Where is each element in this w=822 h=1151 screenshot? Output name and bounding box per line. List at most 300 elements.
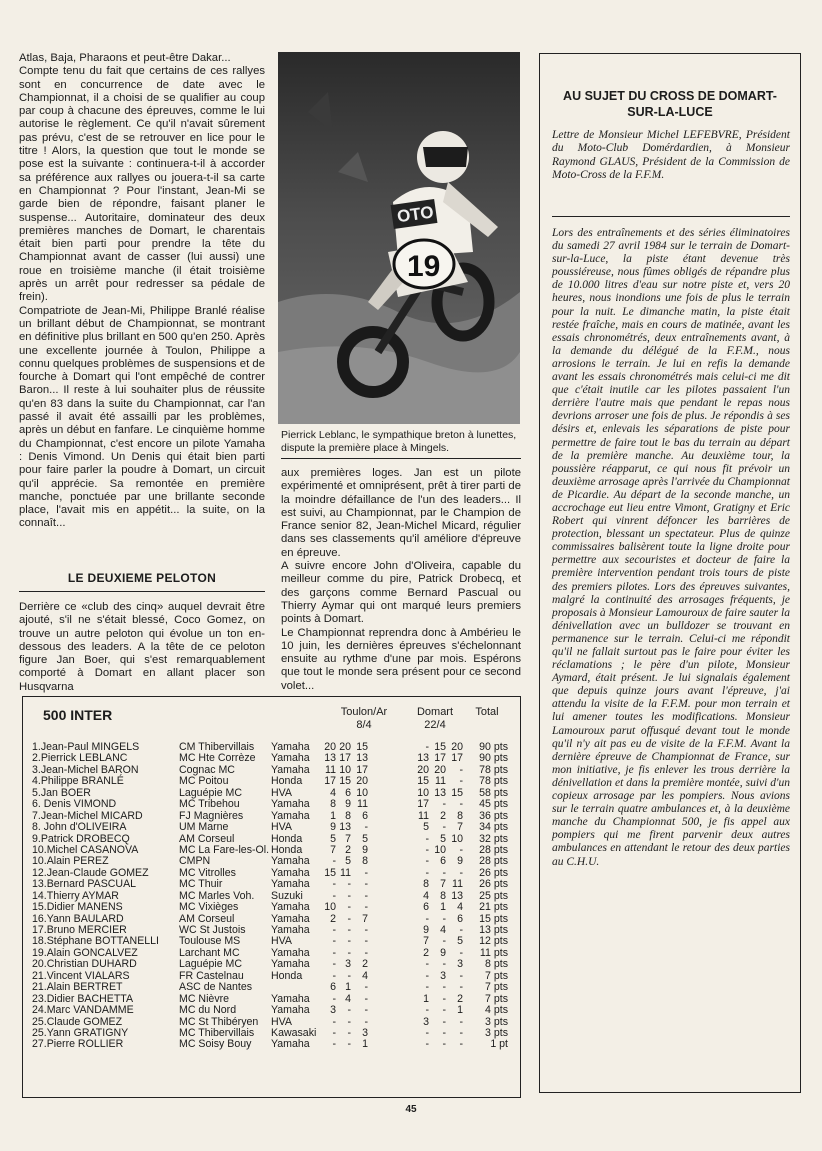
race-result: -	[442, 1004, 446, 1017]
domart-date: 22/4	[424, 719, 446, 731]
rider-club: MC Thibervillais	[179, 1026, 255, 1039]
middle-paragraph: A suivre encore John d'Oliveira, capable du meilleur comme du pire, Patrick Drobecq, et des garçons comme Bernard Pascual ou Thierry Aymar qui ont marqué leurs premiers points à Domart.	[281, 560, 521, 626]
rider-name: 16.Yann BAULARD	[32, 912, 124, 925]
rider-club: WC St Justois	[179, 924, 246, 936]
race-result: -	[347, 878, 351, 891]
race-result: 1	[345, 981, 351, 994]
rider-club: MC Tribehou	[179, 798, 240, 811]
race-result: -	[347, 924, 351, 936]
race-result: 9	[330, 821, 336, 834]
motocross-photo-illustration	[278, 52, 520, 424]
sidebar-title: AU SUJET DU CROSS DE DOMART-SUR-LA-LUCE	[563, 89, 777, 119]
rider-club: AM Corseul	[179, 832, 235, 845]
race-result: -	[459, 924, 463, 936]
race-result: 15	[339, 775, 351, 788]
race-result: 5	[457, 935, 463, 948]
race-result: 5	[345, 855, 351, 868]
race-result: 9	[423, 924, 429, 936]
rider-name: 9.Patrick DROBECQ	[32, 832, 130, 845]
total-points: 78 pts	[479, 763, 508, 776]
rider-bike: Yamaha	[271, 763, 310, 776]
rider-bike: Honda	[271, 843, 303, 856]
rider-name: 6. Denis VIMOND	[32, 798, 117, 811]
total-points: 13 pts	[479, 924, 508, 936]
photo-caption: Pierrick Leblanc, le sympathique breton à lunettes, dispute la première place à Mingels.	[281, 429, 517, 454]
race-result: -	[364, 1015, 368, 1028]
race-result: -	[459, 1026, 463, 1039]
race-result: 1	[423, 992, 429, 1005]
race-result: 9	[345, 798, 351, 811]
race-result: -	[364, 866, 368, 879]
race-result: 2	[457, 992, 463, 1005]
race-result: 10	[324, 901, 336, 914]
total-points: 26 pts	[479, 878, 508, 891]
race-result: 4	[330, 786, 336, 799]
rider-club: Laguépie MC	[179, 786, 243, 799]
total-points: 45 pts	[479, 798, 508, 811]
results-title: 500 INTER	[43, 707, 113, 723]
toulon-label: Toulon/Ar	[340, 706, 388, 718]
race-result: -	[459, 946, 463, 959]
race-result: -	[425, 1004, 429, 1017]
race-result: -	[425, 912, 429, 925]
race-result: 8	[457, 809, 463, 822]
rider-bike: Yamaha	[271, 809, 310, 822]
rider-club: ASC de Nantes	[179, 981, 253, 994]
race-result: -	[442, 935, 446, 948]
rider-name: 14.Thierry AYMAR	[32, 889, 119, 902]
total-points: 26 pts	[479, 866, 508, 879]
rider-name: 4.Philippe BRANLÉ	[32, 775, 124, 788]
rider-bike: Yamaha	[271, 1004, 310, 1017]
race-result: -	[332, 935, 336, 948]
race-result: 3	[457, 958, 463, 971]
race-result: 15	[356, 741, 368, 753]
rider-bike: Yamaha	[271, 798, 310, 811]
race-result: 10	[356, 786, 368, 799]
rider-bike: Yamaha	[271, 901, 310, 914]
total-points: 7 pts	[485, 981, 508, 994]
race-result: 13	[451, 889, 463, 902]
rider-bike: Yamaha	[271, 924, 310, 936]
rider-bike: Yamaha	[271, 958, 310, 971]
race-result: 8	[345, 809, 351, 822]
race-result: 2	[423, 946, 429, 959]
race-result: -	[347, 901, 351, 914]
bike-number: 19	[407, 250, 441, 283]
race-result: -	[425, 958, 429, 971]
rider-club: MC Vixièges	[179, 901, 239, 914]
rider-bike: Kawasaki	[271, 1026, 317, 1039]
rider-club: MC Thuir	[179, 878, 223, 891]
rider-bike: Yamaha	[271, 878, 310, 891]
rider-club: MC Marles Voh.	[179, 889, 255, 902]
race-result: -	[459, 981, 463, 994]
race-result: 8	[423, 878, 429, 891]
race-result: -	[442, 912, 446, 925]
total-points: 28 pts	[479, 855, 508, 868]
table-row	[32, 1039, 512, 1050]
race-result: -	[442, 1026, 446, 1039]
rider-name: 5.Jan BOER	[32, 786, 91, 799]
race-result: -	[442, 958, 446, 971]
race-result: -	[459, 866, 463, 879]
rider-name: 21.Vincent VIALARS	[32, 969, 130, 982]
rider-club: CM Thibervillais	[179, 741, 255, 753]
domart-label: Domart	[416, 706, 454, 718]
race-result: -	[347, 889, 351, 902]
rider-name: 17.Bruno MERCIER	[32, 924, 127, 936]
race-result: -	[364, 981, 368, 994]
rider-name: 3.Jean-Michel BARON	[32, 763, 139, 776]
race-result: 5	[330, 832, 336, 845]
race-result: 15	[324, 866, 336, 879]
race-result: -	[347, 912, 351, 925]
rider-bike: Yamaha	[271, 992, 310, 1005]
race-result: 7	[457, 821, 463, 834]
middle-paragraph: aux premières loges. Jan est un pilote expérimenté et omniprésent, prêt à tirer parti de la moindre défaillance de l'un des leaders... Il est suivi, au Championnat, par le Champion de France senior 82, Jean-Michel Micard, régulier dans ses classements qu'il améliore d'épreuve en épreuve.	[281, 467, 521, 559]
rider-club: MC Soisy Bouy	[179, 1038, 252, 1051]
race-result: 7	[345, 832, 351, 845]
race-result: 4	[440, 924, 446, 936]
race-result: -	[425, 855, 429, 868]
left-paragraph: Atlas, Baja, Pharaons et peut-être Dakar...	[19, 52, 231, 64]
rider-club: Larchant MC	[179, 946, 240, 959]
race-result: 9	[457, 855, 463, 868]
race-result: 8	[440, 889, 446, 902]
race-result: -	[332, 969, 336, 982]
race-result: -	[332, 946, 336, 959]
middle-column	[281, 467, 521, 693]
race-result: 10	[434, 843, 446, 856]
race-result: 1	[440, 901, 446, 914]
race-result: -	[364, 992, 368, 1005]
rider-club: FJ Magnières	[179, 809, 244, 822]
race-result: -	[332, 1038, 336, 1051]
rider-club: AM Corseul	[179, 912, 235, 925]
race-result: -	[459, 843, 463, 856]
total-points: 3 pts	[485, 1015, 508, 1028]
total-points: 7 pts	[485, 992, 508, 1005]
race-result: 9	[362, 843, 368, 856]
rider-club: CMPN	[179, 855, 211, 868]
page-number: 45	[405, 1104, 417, 1115]
race-result: 4	[423, 889, 429, 902]
race-result: 11	[340, 866, 351, 879]
race-result: 13	[417, 752, 429, 765]
rider-name: 21.Alain BERTRET	[32, 981, 123, 994]
race-result: 7	[362, 912, 368, 925]
race-result: -	[442, 1038, 446, 1051]
rider-bike: Yamaha	[271, 1038, 310, 1051]
total-points: 11 pts	[479, 946, 508, 959]
race-result: -	[347, 1004, 351, 1017]
total-points: 34 pts	[479, 821, 508, 834]
rider-bike: HVA	[271, 786, 292, 799]
total-points: 8 pts	[485, 958, 508, 971]
rider-club: MC Hte Corrèze	[179, 752, 256, 765]
rider-club: MC St Thibéryen	[179, 1015, 259, 1028]
race-result: -	[364, 878, 368, 891]
race-result: 8	[330, 798, 336, 811]
rider-name: 7.Jean-Michel MICARD	[32, 809, 143, 822]
race-result: 3	[423, 1015, 429, 1028]
race-result: 3	[440, 969, 446, 982]
rider-name: 24.Marc VANDAMME	[32, 1004, 134, 1017]
rider-bike: Honda	[271, 832, 303, 845]
rider-name: 10.Michel CASANOVA	[32, 843, 139, 856]
race-result: 4	[345, 992, 351, 1005]
rider-name: 8. John d'OLIVEIRA	[32, 821, 127, 834]
race-result: 17	[417, 798, 429, 811]
race-result: 10	[339, 763, 351, 776]
rider-club: MC du Nord	[179, 1004, 237, 1017]
total-header: Total	[475, 706, 499, 718]
race-result: -	[364, 935, 368, 948]
race-result: 20	[451, 741, 463, 753]
race-result: 7	[440, 878, 446, 891]
race-result: 13	[434, 786, 446, 799]
race-result: 15	[451, 786, 463, 799]
race-result: 6	[440, 855, 446, 868]
race-result: -	[364, 901, 368, 914]
race-result: -	[332, 958, 336, 971]
race-result: 1	[330, 809, 336, 822]
race-result: -	[442, 981, 446, 994]
table-row	[32, 879, 512, 890]
race-result: 1	[362, 1038, 368, 1051]
race-result: 2	[440, 809, 446, 822]
race-result: 10	[417, 786, 429, 799]
race-result: 11	[452, 878, 463, 891]
total-points: 90 pts	[479, 741, 508, 753]
rider-club: MC Poitou	[179, 775, 229, 788]
rider-club: MC Nièvre	[179, 992, 230, 1005]
race-result: 4	[362, 969, 368, 982]
race-result: -	[364, 889, 368, 902]
results-table	[32, 742, 512, 1051]
race-result: 20	[324, 741, 336, 753]
race-result: 7	[423, 935, 429, 948]
rider-bike: Honda	[271, 969, 303, 982]
race-result: -	[425, 1026, 429, 1039]
total-points: 15 pts	[479, 912, 508, 925]
total-points: 1 pt	[490, 1038, 508, 1051]
race-result: 4	[457, 901, 463, 914]
rider-bike: HVA	[271, 935, 292, 948]
rider-name: 23.Didier BACHETTA	[32, 992, 134, 1005]
rider-name: 19.Alain GONCALVEZ	[32, 946, 138, 959]
rider-club: UM Marne	[179, 821, 229, 834]
rider-name: 12.Jean-Claude GOMEZ	[32, 866, 149, 879]
race-result: -	[459, 1015, 463, 1028]
middle-paragraph: Le Championnat reprendra donc à Ambérieu le 10 juin, les dernières épreuves s'échelonnant ensuite au rythme d'une par mois. Espérons que tout le monde sera présent pour ce second volet...	[281, 626, 521, 692]
race-result: -	[425, 741, 429, 753]
table-row	[32, 902, 512, 913]
rider-name: 27.Pierre ROLLIER	[32, 1038, 124, 1051]
table-row	[32, 799, 512, 810]
rider-name: 20.Christian DUHARD	[32, 958, 137, 971]
race-result: 3	[345, 958, 351, 971]
rider-name: 25.Claude GOMEZ	[32, 1015, 123, 1028]
rider-name: 15.Didier MANENS	[32, 901, 123, 914]
total-points: 25 pts	[479, 889, 508, 902]
race-result: 11	[357, 798, 368, 811]
rider-bike: HVA	[271, 821, 292, 834]
race-result: 11	[418, 809, 429, 822]
race-result: 13	[324, 752, 336, 765]
race-result: 6	[423, 901, 429, 914]
rider-club: FR Castelnau	[179, 969, 244, 982]
race-result: -	[332, 992, 336, 1005]
rider-name: 10.Alain PEREZ	[32, 855, 109, 868]
race-result: -	[332, 924, 336, 936]
rider-name: 1.Jean-Paul MINGELS	[32, 741, 140, 753]
rider-club: MC Vitrolles	[179, 866, 236, 879]
rider-bike: Yamaha	[271, 912, 310, 925]
bib-label: OTO	[395, 202, 435, 227]
race-result: 2	[362, 958, 368, 971]
race-result: -	[364, 1004, 368, 1017]
rider-bike: Yamaha	[271, 752, 310, 765]
total-points: 78 pts	[479, 775, 508, 788]
race-result: -	[425, 866, 429, 879]
total-points: 32 pts	[479, 832, 508, 845]
race-result: 8	[362, 855, 368, 868]
race-result: -	[347, 1038, 351, 1051]
rider-bike: Yamaha	[271, 855, 310, 868]
race-result: -	[347, 1015, 351, 1028]
total-points: 36 pts	[479, 809, 508, 822]
race-result: 2	[345, 843, 351, 856]
left-column	[19, 52, 265, 531]
rider-club: Toulouse MS	[179, 935, 241, 948]
rider-name: 25.Yann GRATIGNY	[32, 1026, 129, 1039]
race-result: 3	[330, 1004, 336, 1017]
race-result: -	[425, 969, 429, 982]
total-points: 7 pts	[485, 969, 508, 982]
motocross-photo	[278, 52, 520, 424]
race-result: -	[332, 878, 336, 891]
race-result: -	[442, 992, 446, 1005]
toulon-header	[330, 706, 398, 732]
rider-name: 18.Stéphane BOTTANELLI	[32, 935, 160, 948]
rider-name: 13.Bernard PASCUAL	[32, 878, 137, 891]
race-result: 20	[434, 763, 446, 776]
race-result: 17	[434, 752, 446, 765]
table-row	[32, 1005, 512, 1016]
domart-header	[404, 706, 466, 732]
section-heading: LE DEUXIEME PELOTON	[19, 571, 265, 592]
race-result: -	[442, 1015, 446, 1028]
race-result: -	[459, 969, 463, 982]
race-result: -	[459, 1038, 463, 1051]
race-result: -	[459, 798, 463, 811]
race-result: -	[364, 946, 368, 959]
total-points: 12 pts	[479, 935, 508, 948]
total-points: 21 pts	[479, 901, 508, 914]
race-result: -	[332, 889, 336, 902]
rider-club: Laguépie MC	[179, 958, 243, 971]
race-result: 1	[457, 1004, 463, 1017]
race-result: -	[332, 1026, 336, 1039]
rider-bike: Suzuki	[271, 889, 303, 902]
table-row	[32, 822, 512, 833]
race-result: -	[425, 981, 429, 994]
rider-bike: Yamaha	[271, 741, 310, 753]
race-result: 6	[345, 786, 351, 799]
race-result: 5	[362, 832, 368, 845]
race-result: 15	[434, 741, 446, 753]
race-result: 10	[451, 832, 463, 845]
race-result: 2	[330, 912, 336, 925]
race-result: 20	[339, 741, 351, 753]
race-result: -	[332, 1015, 336, 1028]
race-result: -	[425, 843, 429, 856]
rider-club: Cognac MC	[179, 763, 235, 776]
rider-bike: Yamaha	[271, 866, 310, 879]
total-points: 28 pts	[479, 843, 508, 856]
race-result: 17	[339, 752, 351, 765]
total-points: 58 pts	[479, 786, 508, 799]
race-result: -	[442, 866, 446, 879]
race-result: 6	[362, 809, 368, 822]
race-result: 17	[356, 763, 368, 776]
race-result: -	[442, 798, 446, 811]
race-result: -	[332, 855, 336, 868]
divider	[281, 458, 521, 459]
race-result: -	[442, 821, 446, 834]
sidebar-intro: Lettre de Monsieur Michel LEFEBVRE, Président du Moto-Club Domérdardien, à Monsieur Raymond GLAUS, Président de la Commission de Moto-Cross de la F.F.M.	[552, 129, 790, 181]
race-result: 13	[356, 752, 368, 765]
race-result: -	[425, 832, 429, 845]
race-result: 17	[324, 775, 336, 788]
rider-bike: Yamaha	[271, 946, 310, 959]
left-paragraph: Compatriote de Jean-Mi, Philippe Branlé réalise un brillant début de Championnat, se montrant en définitive plus brillant en 500 qu'en 250. Après une excellente journée à Toulon, Philippe a connu quelques problèmes de suspensions et de fourche à Domart qui l'ont empêché de contrer Baron... Il reste à lui souhaiter plus de réussite qu'en 83 dans la suite du Championnat, car l'an passé il avait été assailli par les problèmes, après un début en fanfare. Le cinquième homme du Championnat, c'est encore un pilote Yamaha : Denis Vimond. Un Denis qui était bien parti pour faire parler la poudre à Domart, un circuit qu'il apprécie. Sa remontée en première manche, ponctuée par une brillante seconde place, l'avait mis en appétit... la suite, on la connaît...	[19, 304, 265, 530]
race-result: -	[347, 935, 351, 948]
race-result: 5	[423, 821, 429, 834]
total-points: 4 pts	[485, 1004, 508, 1017]
rider-bike: HVA	[271, 1015, 292, 1028]
race-result: -	[347, 1026, 351, 1039]
race-result: 3	[362, 1026, 368, 1039]
race-result: 17	[451, 752, 463, 765]
toulon-date: 8/4	[356, 719, 372, 731]
race-result: -	[459, 763, 463, 776]
race-result: 20	[417, 763, 429, 776]
rider-name: 2.Pierrick LEBLANC	[32, 752, 128, 765]
rider-bike: Honda	[271, 775, 303, 788]
race-result: -	[459, 775, 463, 788]
total-points: 90 pts	[479, 752, 508, 765]
total-points: 3 pts	[485, 1026, 508, 1039]
table-row	[32, 982, 512, 993]
sidebar-body: Lors des entraînements et des séries éliminatoires du samedi 27 avril 1984 sur le terrain de Domart-sur-la-Luce, la piste étant devenue très poussiéreuse, nous fûmes obligés de répandre plus de 10.000 litres d'eau sur notre piste et, vers 20 heures, nous inondions une fois de plus le terrain pour la nuit. Le dimanche matin, la piste était restée fraîche, mais en cours de matinée, avant les essais chronométrés, deux entraînements avant, à la demande du délégué de la F.F.M., nous arrosions le terrain. Je lui en refis la demande avant les essais chronométrés mais celui-ci me dit que c'était inutile car les pilotes passaient l'un derrière l'autre mais que pendant le repas nous devrions arroser une fois de plus. Je répondis à ses désirs et, enlevais les séparations de piste pour permettre de faire tout le bas du terrain au départ de la première manche. Au deuxième tour, la poussière réapparut, ce qui nous fit prévoir un deuxième arrosage après l'arrivée du Championnat de Picardie. Au départ de la seconde manche, un accrochage eut lieu entre Vimont, Gratigny et Eric Robert qui vinrent défoncer les barrières de protection, blessant un spectateur. Plus de quinze commissaires balisèrent toute la ligne droite pour permettre aux secouristes et docteur de faire la première intervention pendant trois tours de piste des premiers pilotes. Lors des épreuves suivantes, malgré la continuité des arrosages fréquents, je proposais à Monsieur Lamouroux de faire sauter la dénivellation avec un bulldozer se trouvant en permanence sur le terrain. Celui-ci me répondit qu'il ne fallait surtout pas le faire pour éviter les réclamations ; le père d'un pilote, Monsieur Aymard, était présent. Je lui signalais également que depuis quinze jours avant l'épreuve, j'ai attendu la visite de la F.F.M. pour mon terrain et lui amener toutes les modifications. Monsieur Lamouroux parut offusqué devant tout le monde qu'il n'y ait pas eu de visite de la F.F.M. Avant la dernière épreuve de Championnat de France, sur mon initiative, je fis enlever les trous derrière la dénivellation et dans la première montée, suivi d'un copieux arrosage par les pompiers. Nous avions sur le terrain quatre ambulances et, à la deuxième manche du Championnat 500, je fis appel aux pompiers qui me firent parvenir deux autres ambulances en attendant le retour des deux parties au C.H.U.	[552, 227, 790, 868]
peloton-paragraph: Derrière ce «club des cinq» auquel devrait être ajouté, s'il ne s'était blessé, Coco Gomez, on trouve un autre peloton qui évolue un ton en-dessous des leaders. A la tête de ce peloton figure Jan Boer, qui s'est remarquablement comporté à Domart en allant placer son Husqvarna	[19, 601, 265, 693]
race-result: -	[364, 821, 368, 834]
race-result: -	[347, 969, 351, 982]
race-result: -	[347, 946, 351, 959]
race-result: 9	[440, 946, 446, 959]
race-result: 6	[457, 912, 463, 925]
race-result: 5	[440, 832, 446, 845]
rider-club: MC La Fare-les-Ol.	[179, 843, 270, 856]
race-result: -	[364, 924, 368, 936]
race-result: 13	[339, 821, 351, 834]
race-result: 6	[330, 981, 336, 994]
race-result: 15	[417, 775, 429, 788]
race-result: -	[425, 1038, 429, 1051]
